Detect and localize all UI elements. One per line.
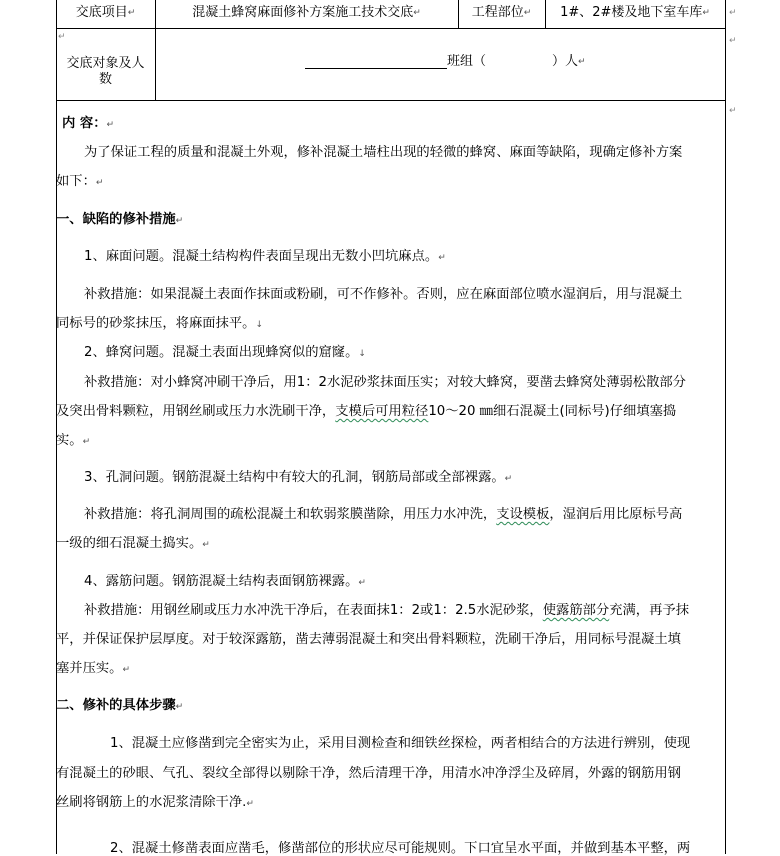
pitting-fix-line-1: 补救措施：如果混凝土表面作抹面或粉刷，可不作修补。否则，应在麻面部位喷水湿润后，用与混凝土 [84, 287, 683, 302]
exposed-rebar-fix-line-1: 补救措施：用钢丝刷或压力水冲洗干净后，在表面抹1：2或1：2.5水泥砂浆，使露筋部分充满，再予抹 [84, 603, 689, 618]
team-text: 班组（ [447, 54, 487, 69]
step-2-line-1: 2、混凝土修凿表面应凿毛，修凿部位的形状应尽可能规则。下口宜呈水平面，并做到基本平整，两 [110, 841, 691, 856]
honeycomb-fix-line-2: 及突出骨料颗粒，用钢丝刷或压力水洗刷干净，支模后可用粒径10～20 ㎜细石混凝土(同标号)仔细填塞捣 [56, 404, 677, 419]
paragraph-mark: ↵ [729, 8, 737, 18]
item-value: 混凝土蜂窝麻面修补方案施工技术交底 ↵ [192, 5, 421, 20]
grid-line [56, 0, 57, 854]
dept-value: 1#、2#楼及地下室车库 ↵ [560, 5, 710, 20]
honeycomb-problem: 2、蜂窝问题。混凝土表面出现蜂窝似的窟窿。↓ [84, 345, 366, 360]
section-1-title: 一、缺陷的修补措施↵ [56, 212, 184, 227]
item-value-text: 混凝土蜂窝麻面修补方案施工技术交底 [192, 5, 414, 20]
step-1-line-1: 1、混凝土应修凿到完全密实为止，采用目测检查和细铁丝探检，两者相结合的方法进行辨别，使现 [110, 736, 691, 751]
step-1-line-2: 有混凝土的砂眼、气孔、裂纹全部得以剔除干净，然后清理干净，用清水冲净浮尘及碎屑，外露的钢筋用钢 [56, 766, 681, 781]
honeycomb-fix-line-1: 补救措施：对小蜂窝冲刷干净后，用1：2水泥砂浆抹面压实；对较大蜂窝，要凿去蜂窝处薄弱松散部分 [84, 375, 686, 390]
target-label [56, 52, 155, 92]
paragraph-mark: ↵ [729, 106, 737, 116]
section-2-title: 二、修补的具体步骤↵ [56, 698, 184, 713]
intro-line-2: 如下：↵ [56, 174, 104, 189]
step-1-line-3: 丝刷将钢筋上的水泥浆清除干净.↵ [56, 795, 254, 810]
paragraph-mark: ↵ [58, 32, 66, 42]
grid-line [56, 100, 726, 101]
item-label-text: 交底项目 [75, 5, 128, 20]
hole-problem: 3、孔洞问题。钢筋混凝土结构中有较大的孔洞，钢筋局部或全部裸露。↵ [84, 470, 513, 485]
content-label: 内 容：↵ [62, 116, 115, 131]
target-label-line1: 交底对象及人 [66, 56, 145, 71]
dept-label: 工程部位 ↵ [471, 5, 532, 20]
exposed-rebar-fix-line-3: 塞并压实。↵ [56, 661, 131, 676]
pitting-fix-line-2: 同标号的砂浆抹压，将麻面抹平。↓ [56, 316, 263, 331]
item-label: 交底项目 ↵ [75, 5, 136, 20]
exposed-rebar-problem: 4、露筋问题。钢筋混凝土结构表面钢筋裸露。↵ [84, 574, 366, 589]
honeycomb-fix-line-3: 实。↵ [56, 433, 91, 448]
paragraph-mark: ↵ [729, 36, 737, 46]
team-field: 班组（ ）人 ↵ [155, 50, 725, 74]
hole-fix-line-2: 一级的细石混凝土捣实。↵ [56, 536, 210, 551]
hole-fix-line-1: 补救措施：将孔洞周围的疏松混凝土和软弱浆膜凿除，用压力水冲洗，支设模板，湿润后用比原标号高 [84, 507, 683, 522]
exposed-rebar-fix-line-2: 平，并保证保护层厚度。对于较深露筋，凿去薄弱混凝土和突出骨料颗粒，洗刷干净后，用同标号混凝土填 [56, 632, 681, 647]
grid-line [56, 28, 726, 29]
pitting-problem: 1、麻面问题。混凝土结构构件表面呈现出无数小凹坑麻点。↵ [84, 249, 446, 264]
team-close-text: ）人 [552, 54, 579, 69]
dept-value-text: 1#、2#楼及地下室车库 [560, 5, 703, 20]
dept-label-text: 工程部位 [471, 5, 524, 20]
target-label-line2: 数 [98, 72, 112, 87]
intro-line-1: 为了保证工程的质量和混凝土外观，修补混凝土墙柱出现的轻微的蜂窝、麻面等缺陷，现确定修补方案 [84, 145, 683, 160]
team-name-blank[interactable] [305, 56, 447, 69]
